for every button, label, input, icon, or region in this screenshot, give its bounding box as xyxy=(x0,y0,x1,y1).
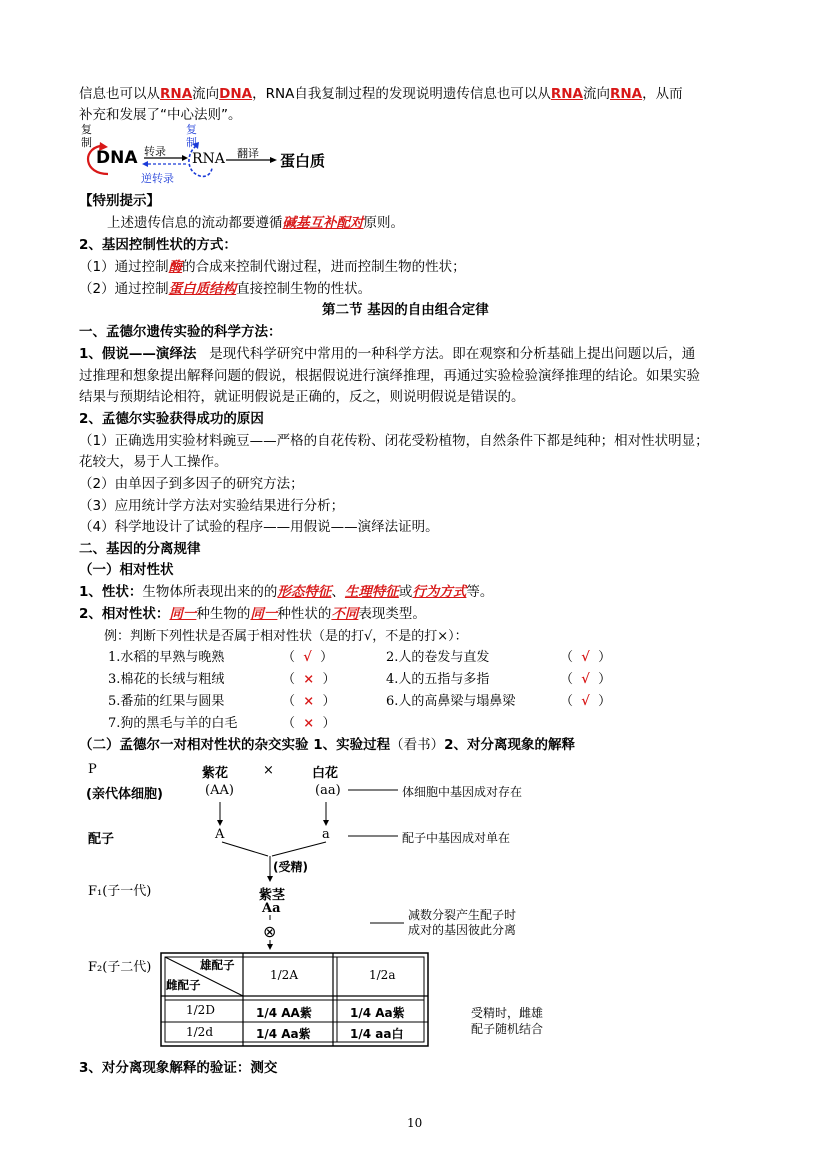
section-title: 第二节 基因的自由组合定律 xyxy=(322,302,489,318)
dna-node: DNA xyxy=(96,148,138,168)
fill-base-pairing: 碱基互补配对 xyxy=(282,215,364,231)
success-heading: 2、孟德尔实验获得成功的原因 xyxy=(79,411,264,427)
method-line-2: 过推理和想象提出解释问题的假说，根据假说进行演绎推理，再通过实验检验演绎推理的结论。如果实验 xyxy=(79,368,700,384)
gamete-label: 配子 xyxy=(88,832,115,847)
check-mark: √ xyxy=(581,694,590,709)
example-answer: （ × ） xyxy=(282,716,336,731)
example-answer: （ √ ） xyxy=(282,650,334,665)
row-header-1: 1/2D xyxy=(186,1003,215,1017)
note-meiosis-2: 成对的基因彼此分离 xyxy=(408,923,517,937)
tip-text: 上述遗传信息的流动都要遵循碱基互补配对原则。 xyxy=(107,215,404,231)
gamete-A: A xyxy=(215,827,225,842)
example-answer: （ √ ） xyxy=(560,672,612,687)
row-header-2: 1/2d xyxy=(186,1025,213,1039)
example-answer: （ √ ） xyxy=(560,650,612,665)
cross-mark: × xyxy=(303,716,315,731)
note-paired-genes: 体细胞中基因成对存在 xyxy=(402,785,523,799)
cell-AA: 1/4 AA紫 xyxy=(256,1006,312,1020)
example-item: 7.狗的黑毛与羊的白毛 xyxy=(108,716,238,731)
genotype-aa: (aa) xyxy=(315,783,341,798)
fill-physiology: 生理特征 xyxy=(344,584,399,600)
fill-behavior: 行为方式 xyxy=(412,584,467,600)
f1-genotype: Aa xyxy=(262,901,281,916)
note-meiosis-1: 减数分裂产生配子时 xyxy=(408,908,517,922)
example-item: 3.棉花的长绒与粗绒 xyxy=(108,672,225,687)
fill-different: 不同 xyxy=(331,606,359,622)
dna-replication-label: 复制 xyxy=(81,123,92,149)
fertilization-label: (受精) xyxy=(273,860,308,874)
fill-enzyme: 酶 xyxy=(168,259,183,275)
gene-control-heading: 2、基因控制性状的方式： xyxy=(79,237,237,253)
testcross-heading: 3、对分离现象解释的验证：测交 xyxy=(79,1060,278,1076)
f1-phenotype: 紫茎 xyxy=(259,888,286,903)
success-item-3: （3）应用统计学方法对实验结果进行分析； xyxy=(79,498,345,514)
cell-Aa-2: 1/4 Aa紫 xyxy=(256,1027,311,1041)
example-prompt: 例：判断下列性状是否属于相对性状（是的打√，不是的打×）： xyxy=(104,629,468,644)
example-item: 2.人的卷发与直发 xyxy=(386,650,490,665)
success-item-1-cont: 花较大，易于人工操作。 xyxy=(79,454,228,470)
female-gamete-header: 雌配子 xyxy=(166,978,201,992)
protein-node: 蛋白质 xyxy=(280,152,326,170)
genotype-AA: (AA) xyxy=(205,783,234,798)
cross-symbol: × xyxy=(263,763,274,778)
fill-protein-structure: 蛋白质结构 xyxy=(168,281,237,297)
rna-replication-label: 复制 xyxy=(186,123,197,149)
translation-label: 翻译 xyxy=(237,147,259,160)
parent-cell-label: (亲代体细胞) xyxy=(86,787,163,802)
gamete-a: a xyxy=(322,827,330,842)
check-mark: √ xyxy=(581,672,590,687)
col-header-A: 1/2A xyxy=(270,968,298,982)
example-item: 4.人的五指与多指 xyxy=(386,672,490,687)
method-heading: 一、孟德尔遗传实验的科学方法： xyxy=(79,324,282,340)
page-number: 10 xyxy=(407,1116,423,1130)
note-single-genes: 配子中基因成对单在 xyxy=(402,831,511,845)
check-mark: √ xyxy=(581,650,590,665)
check-mark: √ xyxy=(303,650,312,665)
fill-rna-3: RNA xyxy=(609,86,643,102)
f2-label: F₂(子二代) xyxy=(88,960,152,975)
example-item: 1.水稻的早熟与晚熟 xyxy=(108,650,225,665)
white-flower: 白花 xyxy=(312,766,339,781)
gene-control-item-1: （1）通过控制酶的合成来控制代谢过程，进而控制生物的性状； xyxy=(79,259,466,275)
col-header-a: 1/2a xyxy=(369,968,396,982)
cross-mark: × xyxy=(303,672,315,687)
success-item-4: （4）科学地设计了试验的程序——用假说——演绎法证明。 xyxy=(79,519,439,535)
note-random-2: 配子随机结合 xyxy=(471,1022,544,1036)
para1-line2: 补充和发展了“中心法则”。 xyxy=(79,107,242,123)
rna-node: RNA xyxy=(192,151,225,167)
example-answer: （ × ） xyxy=(282,672,336,687)
example-answer: （ √ ） xyxy=(560,694,612,709)
fill-same-2: 同一 xyxy=(250,606,278,622)
note-random-1: 受精时，雌雄 xyxy=(471,1006,544,1020)
fill-morphology: 形态特征 xyxy=(277,584,332,600)
method-line-3: 结果与预期结论相符，就证明假说是正确的，反之，则说明假说是错误的。 xyxy=(79,389,525,405)
cross-mark: × xyxy=(303,694,315,709)
example-item: 5.番茄的红果与圆果 xyxy=(108,694,225,709)
success-item-2: （2）由单因子到多因子的研究方法； xyxy=(79,476,304,492)
gene-control-item-2: （2）通过控制蛋白质结构直接控制生物的性状。 xyxy=(79,281,372,297)
example-answer: （ × ） xyxy=(282,694,336,709)
para1-line1: 信息也可以从RNA流向DNA，RNA自我复制过程的发现说明遗传信息也可以从RNA流向RNA，从而 xyxy=(79,86,683,102)
tip-heading: 【特别提示】 xyxy=(79,193,160,209)
f1-label: F₁(子一代) xyxy=(88,884,152,899)
relative-trait-definition: 2、相对性状：同一种生物的同一种性状的不同表现类型。 xyxy=(79,606,426,622)
trait-definition: 1、性状：生物体所表现出来的的形态特征、生理特征或行为方式等。 xyxy=(79,584,494,600)
male-gamete-header: 雄配子 xyxy=(200,958,235,972)
segregation-heading: 二、基因的分离规律 xyxy=(79,541,201,557)
fill-dna: DNA xyxy=(219,86,253,102)
reverse-transcription-label: 逆转录 xyxy=(141,172,174,185)
cross-experiment-heading: （二）孟德尔一对相对性状的杂交实验 1、实验过程（看书）2、对分离现象的解释 xyxy=(79,737,575,753)
transcription-label: 转录 xyxy=(144,145,166,158)
relative-trait-subheading: （一）相对性状 xyxy=(79,562,174,578)
cell-Aa-1: 1/4 Aa紫 xyxy=(350,1006,405,1020)
cell-aa: 1/4 aa白 xyxy=(350,1027,404,1041)
success-item-1: （1）正确选用实验材料豌豆——严格的自花传粉、闭花受粉植物，自然条件下都是纯种；相对性状明显； xyxy=(79,433,709,449)
fill-same-1: 同一 xyxy=(169,606,197,622)
fill-rna-1: RNA xyxy=(160,86,193,102)
self-cross-symbol: ⊗ xyxy=(263,922,277,941)
purple-flower: 紫花 xyxy=(202,766,229,781)
fill-rna-2: RNA xyxy=(550,86,583,102)
example-item: 6.人的高鼻梁与塌鼻梁 xyxy=(386,694,516,709)
method-line-1: 1、假说——演绎法 是现代科学研究中常用的一种科学方法。即在观察和分析基础上提出问题以后，通 xyxy=(79,346,696,362)
p-label: P xyxy=(88,762,97,777)
